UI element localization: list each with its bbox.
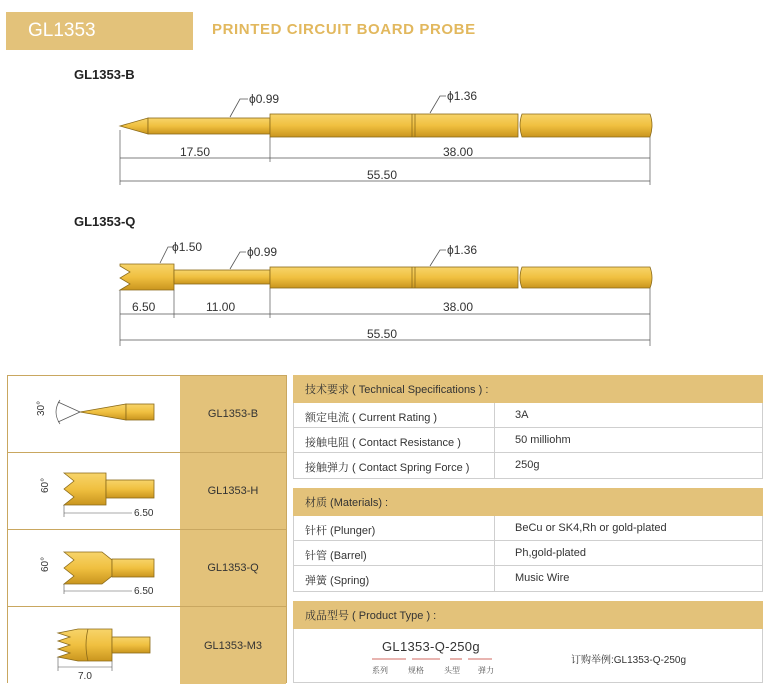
order-box <box>293 629 763 683</box>
header-badge <box>6 12 193 50</box>
probe-q-dia-head: ϕ1.50 <box>172 240 203 254</box>
material-row <box>293 566 763 591</box>
variant-row <box>8 530 286 607</box>
probe-q-dim-total: 55.50 <box>367 327 398 341</box>
variant-m3-dim: 7.0 <box>78 671 92 682</box>
variant-row <box>8 376 286 453</box>
order-code: GL1353-Q-250g <box>382 639 480 654</box>
material-key: 弹簧 (Spring) <box>305 575 370 587</box>
probe-q-dim-tip: 11.00 <box>206 300 236 314</box>
probe-q-barrel <box>270 267 518 288</box>
order-part-head: 头型 <box>444 666 460 675</box>
probe-b-tip <box>120 118 148 134</box>
spec-value: 250g <box>515 459 540 471</box>
material-value: BeCu or SK4,Rh or gold-plated <box>515 522 667 534</box>
probe-b-dim-barrel: 38.00 <box>443 145 474 159</box>
variant-h-angle: 60° <box>40 477 51 493</box>
variant-table <box>7 375 287 683</box>
variant-b-name: GL1353-B <box>180 376 286 452</box>
spec-value: 3A <box>515 409 529 421</box>
material-key: 针管 (Barrel) <box>305 550 367 562</box>
variant-h-name: GL1353-H <box>180 453 286 529</box>
order-part-spec: 规格 <box>408 666 424 675</box>
probe-b-drawing <box>0 80 772 190</box>
probe-b-dia-tip: ϕ0.99 <box>249 92 280 106</box>
probe-b-barrel-end <box>520 114 652 137</box>
material-key: 针杆 (Plunger) <box>305 525 376 537</box>
material-row <box>293 516 763 541</box>
variant-q-picture <box>8 530 180 606</box>
header-title: PRINTED CIRCUIT BOARD PROBE <box>212 21 476 38</box>
variant-b-picture <box>8 376 180 452</box>
probe-b-label: GL1353-B <box>74 67 135 82</box>
material-value: Music Wire <box>515 572 570 584</box>
variant-m3-picture <box>8 607 180 684</box>
probe-b-dim-tip: 17.50 <box>180 145 211 159</box>
order-part-force: 弹力 <box>478 666 494 675</box>
product-type-header: 成品型号 ( Product Type ) : <box>293 601 763 629</box>
variant-row <box>8 607 286 684</box>
spec-key: 接触电阻 ( Contact Resistance ) <box>305 437 461 449</box>
material-value: Ph,gold-plated <box>515 547 586 559</box>
order-example: 订购举例:GL1353-Q-250g <box>571 655 687 666</box>
probe-q-dim-head: 6.50 <box>132 300 156 314</box>
spec-row <box>293 403 763 428</box>
spec-value: 50 milliohm <box>515 434 571 446</box>
probe-q-plunger <box>174 270 270 284</box>
probe-q-head <box>120 264 174 290</box>
order-part-series: 系列 <box>372 666 388 675</box>
variant-q-dim: 6.50 <box>134 586 154 597</box>
variant-h-picture <box>8 453 180 529</box>
spec-row <box>293 428 763 453</box>
probe-b-barrel <box>270 114 518 137</box>
spec-key: 额定电流 ( Current Rating ) <box>305 412 438 424</box>
probe-q-dia-barrel: ϕ1.36 <box>447 243 478 257</box>
probe-b-plunger <box>148 118 270 134</box>
probe-q-barrel-end <box>520 267 652 288</box>
materials-header: 材质 (Materials) : <box>293 488 763 516</box>
variant-m3-name: GL1353-M3 <box>180 607 286 684</box>
probe-q-dia-tip: ϕ0.99 <box>247 245 278 259</box>
variant-h-dim: 6.50 <box>134 508 154 519</box>
variant-row <box>8 453 286 530</box>
variant-b-angle: 30° <box>36 400 47 416</box>
technical-specs-header: 技术要求 ( Technical Specifications ) : <box>293 375 763 403</box>
probe-q-drawing <box>0 228 772 348</box>
probe-q-dim-barrel: 38.00 <box>443 300 474 314</box>
header-badge-text: GL1353 <box>28 20 96 41</box>
probe-b-dim-total: 55.50 <box>367 168 398 182</box>
spec-key: 接触弹力 ( Contact Spring Force ) <box>305 462 470 474</box>
variant-q-name: GL1353-Q <box>180 530 286 606</box>
spec-area <box>293 375 763 683</box>
variant-q-angle: 60° <box>40 556 51 572</box>
spec-row <box>293 453 763 478</box>
probe-b-dia-barrel: ϕ1.36 <box>447 89 478 103</box>
material-row <box>293 541 763 566</box>
probe-q-label: GL1353-Q <box>74 214 136 229</box>
